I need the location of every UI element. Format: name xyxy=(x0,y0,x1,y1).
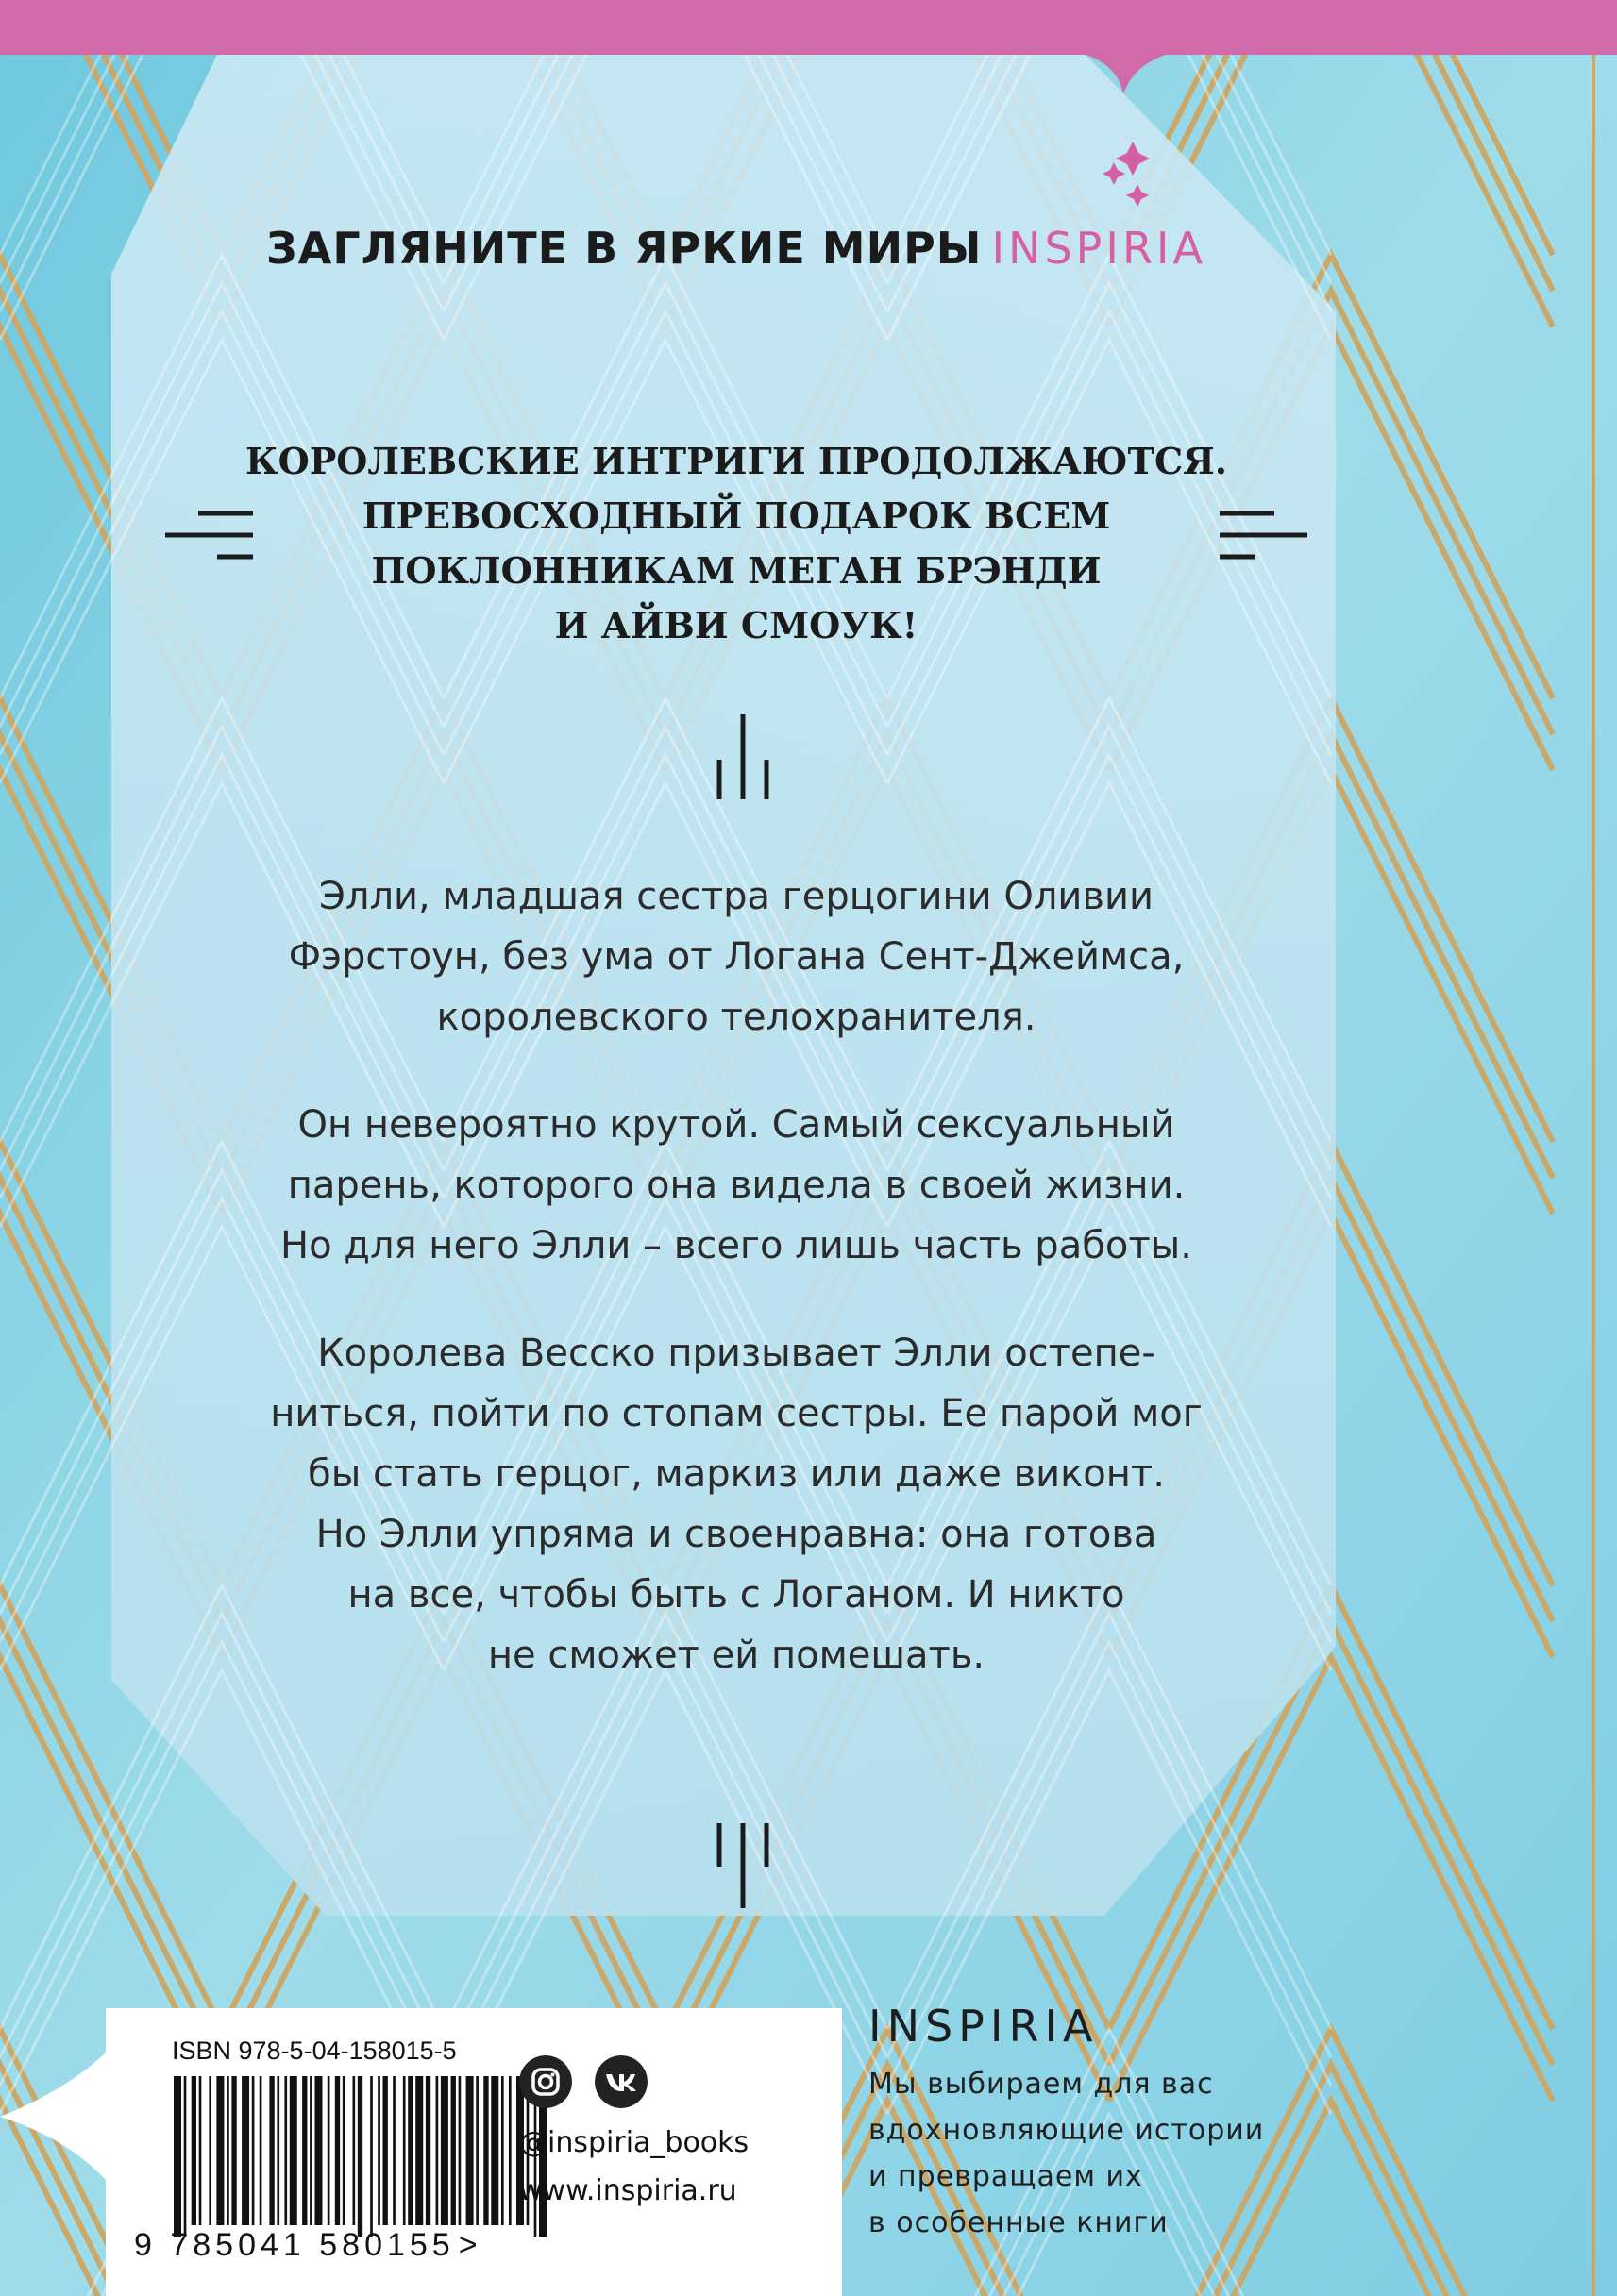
header-title xyxy=(0,223,1473,274)
header-title-text: ЗАГЛЯНИТЕ В ЯРКИЕ МИРЫ xyxy=(266,223,983,274)
synopsis-line: бы стать герцог, маркиз или даже виконт. xyxy=(308,1452,1165,1496)
tagline-line: ПОКЛОННИКАМ МЕГАН БРЭНДИ xyxy=(371,549,1102,592)
synopsis-line: на все, чтобы быть с Логаном. И никто xyxy=(347,1573,1125,1617)
vk-icon[interactable] xyxy=(595,2055,648,2108)
synopsis-line: Фэрстоун, без ума от Логана Сент-Джеймса, xyxy=(288,935,1185,979)
publisher-name: INSPIRIA xyxy=(868,2001,1099,2052)
paragraph-gap xyxy=(0,1276,1473,1323)
header-brand: INSPIRIA xyxy=(991,223,1206,274)
publisher-description xyxy=(868,2061,1264,2246)
synopsis-line: не сможет ей помешать. xyxy=(487,1634,985,1677)
top-pink-band xyxy=(0,0,1617,55)
publisher-description-line: в особенные книги xyxy=(868,2206,1169,2239)
synopsis-line: королевского телохранителя. xyxy=(436,996,1036,1039)
synopsis-line: Но для него Элли – всего лишь часть работы. xyxy=(280,1224,1192,1267)
isbn-text: ISBN 978-5-04-158015-5 xyxy=(172,2036,457,2065)
publisher-description-line: Мы выбираем для вас xyxy=(868,2068,1214,2101)
paragraph-gap xyxy=(0,1047,1473,1095)
tagline-line: ПРЕВОСХОДНЫЙ ПОДАРОК ВСЕМ xyxy=(362,494,1111,537)
tagline-line: И АЙВИ СМОУК! xyxy=(554,604,918,646)
publisher-description-line: вдохновляющие истории xyxy=(868,2114,1265,2147)
barcode-arrow: > xyxy=(458,2227,478,2263)
synopsis-line: парень, которого она видела в своей жизни. xyxy=(287,1164,1186,1207)
synopsis-line: Но Элли упряма и своенравна: она готова xyxy=(315,1513,1157,1556)
publisher-description-line: и превращаем их xyxy=(868,2160,1143,2193)
publisher-block xyxy=(868,2001,1264,2246)
tagline xyxy=(0,434,1473,653)
website-link[interactable]: www.inspiria.ru xyxy=(519,2174,737,2207)
barcode-number: 9 785041 580155 xyxy=(134,2227,455,2263)
barcode-bars xyxy=(174,2076,547,2237)
synopsis xyxy=(0,866,1473,1685)
synopsis-line: Королева Весско призывает Элли остепе- xyxy=(317,1332,1155,1375)
barcode-digits xyxy=(134,2227,478,2264)
tagline-line: КОРОЛЕВСКИЕ ИНТРИГИ ПРОДОЛЖАЮТСЯ. xyxy=(245,440,1227,482)
synopsis-line: Он невероятно крутой. Самый сексуальный xyxy=(297,1103,1175,1147)
instagram-icon[interactable] xyxy=(519,2055,572,2108)
synopsis-line: ниться, пойти по стопам сестры. Ее парой мог xyxy=(270,1392,1203,1435)
barcode-box xyxy=(106,2008,842,2296)
synopsis-line: Элли, младшая сестра герцогини Оливии xyxy=(318,875,1154,918)
social-handle[interactable]: @inspiria_books xyxy=(519,2126,750,2159)
